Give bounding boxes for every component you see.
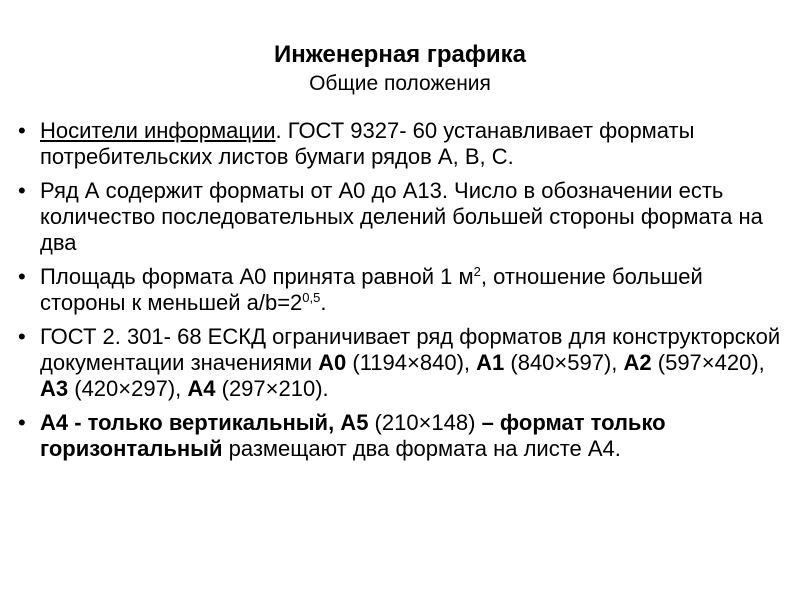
bold-text: – формат только горизонтальный (40, 410, 666, 461)
format-a4: А4 (187, 376, 216, 401)
bullet-icon: • (18, 118, 26, 143)
bullet-item-media (18, 118, 788, 170)
bold-text: А4 - только вертикальный, А5 (40, 410, 369, 435)
bullet-text: размещают два формата на листе А4. (222, 436, 621, 461)
format-a0-size: (1194×840), (346, 350, 471, 375)
format-a3: А3 (40, 376, 69, 401)
superscript: 2 (473, 264, 481, 279)
format-a2: А2 (623, 350, 652, 375)
bullet-text: Площадь формата А0 принята равной 1 м (40, 264, 474, 289)
bullet-icon: • (18, 178, 26, 203)
bullet-text: , отношение большей стороны к меньшей a/b=2 (40, 264, 703, 315)
bullet-list (18, 118, 788, 470)
bullet-icon: • (18, 324, 26, 349)
format-a1: А1 (476, 350, 505, 375)
bullet-item-orientation (18, 410, 788, 462)
format-a5-size: (210×148) (368, 410, 482, 435)
format-a3-size: (420×297), (68, 376, 188, 401)
bullet-icon: • (18, 264, 26, 289)
bullet-icon: • (18, 410, 26, 435)
title-block (0, 40, 800, 98)
bullet-text: Ряд А содержит форматы от А0 до А13. Число в обозначении есть количество последовательных делений большей стороны формата на два (40, 178, 763, 255)
underlined-term: Носители информации (40, 118, 276, 143)
bullet-item-gost-formats (18, 324, 788, 402)
format-a1-size: (840×597), (504, 350, 624, 375)
format-a2-size: (597×420), (651, 350, 765, 375)
bullet-text: ГОСТ 2. 301- 68 ЕСКД ограничивает ряд форматов для конструкторской документации значениями (40, 324, 781, 375)
page-title: Инженерная графика (274, 41, 526, 68)
bullet-text: . (320, 290, 327, 315)
bullet-item-area (18, 264, 788, 316)
bullet-item-series-a (18, 178, 788, 256)
superscript: 0,5 (302, 290, 321, 305)
format-a0: А0 (318, 350, 347, 375)
page-subtitle: Общие положения (309, 72, 491, 95)
bullet-text: . ГОСТ 9327- 60 устанавливает форматы потребительских листов бумаги рядов А, В, С. (40, 118, 695, 169)
format-a4-size: (297×210). (215, 376, 329, 401)
